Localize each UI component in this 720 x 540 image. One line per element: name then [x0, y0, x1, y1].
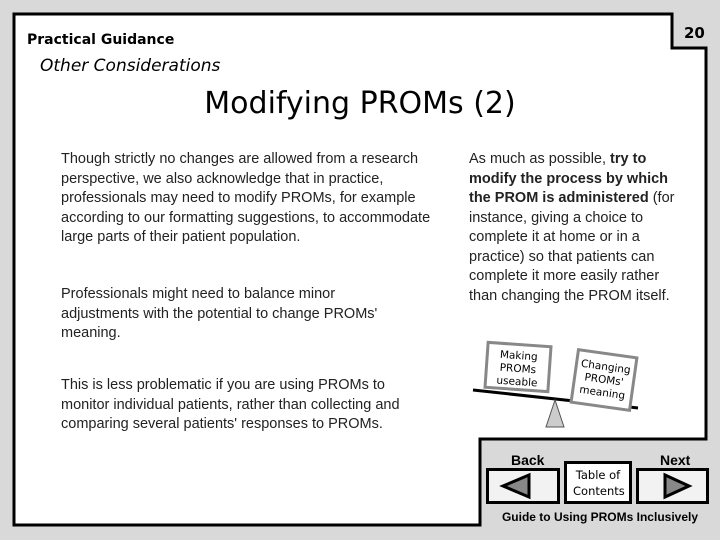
- page-number: 20: [684, 24, 705, 42]
- back-label: Back: [511, 452, 545, 468]
- section-title: Practical Guidance: [27, 32, 175, 48]
- paragraph-1: Though strictly no changes are allowed from a research perspective, we also acknowledge that in practice, professionals may need to modify PROMs, for example according to our formatting suggestions, to accommodate large parts of their patient population.: [61, 151, 431, 245]
- guide-footer: Guide to Using PROMs Inclusively: [501, 510, 699, 524]
- next-label: Next: [660, 452, 691, 468]
- balance-left-box: Making PROMs useable: [483, 341, 552, 393]
- paragraph-3: This is less problematic if you are using PROMs to monitor individual patients, rather than collecting and comparing several patients' responses to PROMs.: [61, 377, 400, 432]
- paragraph-2: Professionals might need to balance minor adjustments with the potential to change PROMs' meaning.: [61, 286, 378, 341]
- triangle-right-icon: [639, 471, 706, 501]
- paragraph-right: [469, 150, 684, 306]
- text: As much as possible,: [469, 151, 611, 167]
- text: (for instance, giving a choice to complete it at home or in a practice) so that patients can complete it more easily rather than changing the PROM itself.: [469, 190, 675, 304]
- subsection-title: Other Considerations: [40, 56, 221, 76]
- emphasis: try to modify the process by which the PROM is administered: [469, 151, 669, 206]
- triangle-left-icon: [489, 471, 557, 501]
- balance-right-box: Changing PROMs' meaning: [569, 348, 638, 412]
- page-title: Modifying PROMs (2): [204, 86, 516, 121]
- back-button[interactable]: [486, 468, 560, 504]
- table-of-contents-button[interactable]: Table of Contents: [564, 461, 632, 504]
- next-button[interactable]: [636, 468, 709, 504]
